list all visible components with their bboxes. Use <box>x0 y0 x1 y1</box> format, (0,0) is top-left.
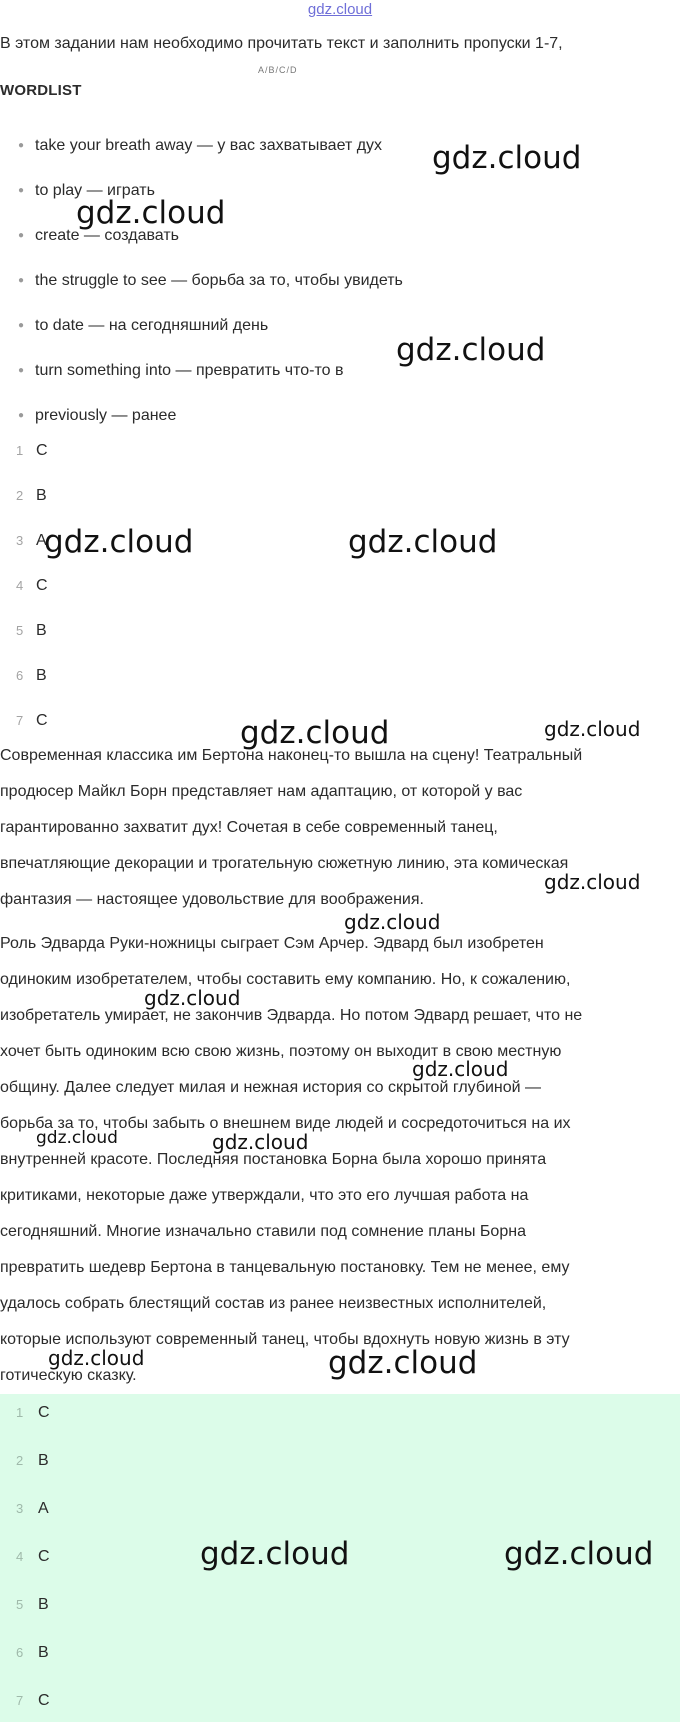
answer-value: C <box>38 1692 50 1709</box>
answer-value: B <box>38 1596 49 1613</box>
panel-answer-item <box>16 1642 49 1664</box>
bullet-icon: ● <box>18 230 25 241</box>
answer-value: B <box>36 667 47 684</box>
watermark: gdz.cloud <box>240 715 390 751</box>
wordlist-item <box>18 405 176 427</box>
intro-text: В этом задании нам необходимо прочитать текст и заполнить пропуски 1-7, <box>0 35 563 52</box>
answer-item <box>16 440 48 462</box>
bullet-icon: ● <box>18 140 25 151</box>
paragraph-line: изобретатель умирает, не закончив Эдварда. Но потом Эдвард решает, что не <box>0 1007 583 1024</box>
wordlist-item-text: take your breath away — у вас захватывает дух <box>35 137 383 155</box>
watermark: gdz.cloud <box>348 524 498 560</box>
panel-answer-item <box>16 1690 50 1712</box>
paragraph-line: хочет быть одиноким всю свою жизнь, поэтому он выходит в свою местную <box>0 1043 562 1060</box>
answer-value: C <box>38 1404 50 1421</box>
watermark: gdz.cloud <box>396 332 546 368</box>
watermark: gdz.cloud <box>144 986 241 1010</box>
answer-number: 5 <box>16 1597 24 1612</box>
watermark: gdz.cloud <box>76 195 226 231</box>
answer-item <box>16 665 47 687</box>
intro-overflow-text: A/B/C/D <box>258 65 298 75</box>
answer-value: A <box>36 532 47 549</box>
bullet-icon: ● <box>18 320 25 331</box>
answer-item <box>16 485 47 507</box>
answer-number: 6 <box>16 1645 24 1660</box>
wordlist-item-text: to play — играть <box>35 182 155 200</box>
watermark: gdz.cloud <box>504 1536 654 1572</box>
panel-answer-item <box>16 1546 50 1568</box>
answer-number: 2 <box>16 488 24 503</box>
watermark: gdz.cloud <box>212 1130 309 1154</box>
panel-answer-item <box>16 1450 49 1472</box>
wordlist-item-text: previously — ранее <box>35 407 177 425</box>
wordlist-item <box>18 360 343 382</box>
answer-item <box>16 575 48 597</box>
watermark: gdz.cloud <box>328 1345 478 1381</box>
answer-item <box>16 530 47 552</box>
watermark: gdz.cloud <box>544 870 641 894</box>
answer-number: 3 <box>16 533 24 548</box>
wordlist-item-text: the struggle to see — борьба за то, чтобы увидеть <box>35 272 403 290</box>
paragraph-line: общину. Далее следует милая и нежная история со скрытой глубиной — <box>0 1079 542 1096</box>
answer-number: 7 <box>16 1693 24 1708</box>
answer-value: B <box>38 1644 49 1661</box>
answer-number: 7 <box>16 713 24 728</box>
panel-answer-item <box>16 1498 49 1520</box>
bullet-icon: ● <box>18 275 25 286</box>
answer-value: C <box>36 442 48 459</box>
answer-number: 1 <box>16 1405 24 1420</box>
paragraph-line: впечатляющие декорации и трогательную сюжетную линию, эта комическая <box>0 855 569 872</box>
answer-value: C <box>38 1548 50 1565</box>
bullet-icon: ● <box>18 365 25 376</box>
answer-number: 2 <box>16 1453 24 1468</box>
watermark: gdz.cloud <box>44 524 194 560</box>
site-header-link[interactable]: gdz.cloud <box>307 1 373 18</box>
wordlist-item <box>18 315 268 337</box>
wordlist-item-text: turn something into — превратить что-то в <box>35 362 344 380</box>
paragraph-line: одиноким изобретателем, чтобы составить ему компанию. Но, к сожалению, <box>0 971 571 988</box>
watermark: gdz.cloud <box>432 140 582 176</box>
answer-number: 4 <box>16 578 24 593</box>
answer-item <box>16 710 48 732</box>
wordlist-title: WORDLIST <box>0 82 82 99</box>
wordlist-item-text: create — создавать <box>35 227 180 245</box>
watermark: gdz.cloud <box>412 1057 509 1081</box>
paragraph-line: критиками, некоторые даже утверждали, что это его лучшая работа на <box>0 1187 529 1204</box>
paragraph-line: продюсер Майкл Борн представляет нам адаптацию, от которой у вас <box>0 783 523 800</box>
watermark: gdz.cloud <box>344 910 441 934</box>
paragraph-line: внутренней красоте. Последняя постановка Борна была хорошо принята <box>0 1151 547 1168</box>
watermark: gdz.cloud <box>544 717 641 741</box>
panel-answer-item <box>16 1594 49 1616</box>
answer-item <box>16 620 47 642</box>
paragraph-line: борьба за то, чтобы забыть о внешнем виде людей и сосредоточиться на их <box>0 1115 571 1132</box>
bullet-icon: ● <box>18 185 25 196</box>
answer-value: B <box>36 487 47 504</box>
paragraph-line: фантазия — настоящее удовольствие для воображения. <box>0 891 424 908</box>
paragraph-line: готическую сказку. <box>0 1367 137 1384</box>
answer-value: B <box>36 622 47 639</box>
answer-value: A <box>38 1500 49 1517</box>
bullet-icon: ● <box>18 410 25 421</box>
paragraph-line: Роль Эдварда Руки-ножницы сыграет Сэм Арчер. Эдвард был изобретен <box>0 935 544 952</box>
paragraph-line: Современная классика им Бертона наконец-то вышла на сцену! Театральный <box>0 747 583 764</box>
answer-number: 3 <box>16 1501 24 1516</box>
translation-paragraph-2 <box>0 926 668 1394</box>
paragraph-line: которые используют современный танец, чтобы вдохнуть новую жизнь в эту <box>0 1331 570 1348</box>
panel-answer-item <box>16 1402 50 1424</box>
watermark: gdz.cloud <box>36 1128 118 1148</box>
wordlist-item-text: to date — на сегодняшний день <box>35 317 269 335</box>
answer-value: B <box>38 1452 49 1469</box>
wordlist-item <box>18 135 382 157</box>
paragraph-line: превратить шедевр Бертона в танцевальную постановку. Тем не менее, ему <box>0 1259 570 1276</box>
answer-number: 4 <box>16 1549 24 1564</box>
answer-number: 5 <box>16 623 24 638</box>
paragraph-line: гарантированно захватит дух! Сочетая в себе современный танец, <box>0 819 498 836</box>
watermark: gdz.cloud <box>200 1536 350 1572</box>
wordlist-item <box>18 270 403 292</box>
paragraph-line: удалось собрать блестящий состав из ранее неизвестных исполнителей, <box>0 1295 547 1312</box>
answer-number: 6 <box>16 668 24 683</box>
answer-value: C <box>36 577 48 594</box>
watermark: gdz.cloud <box>48 1346 145 1370</box>
answer-value: C <box>36 712 48 729</box>
paragraph-line: сегодняшний. Многие изначально ставили под сомнение планы Борна <box>0 1223 526 1240</box>
answer-number: 1 <box>16 443 24 458</box>
